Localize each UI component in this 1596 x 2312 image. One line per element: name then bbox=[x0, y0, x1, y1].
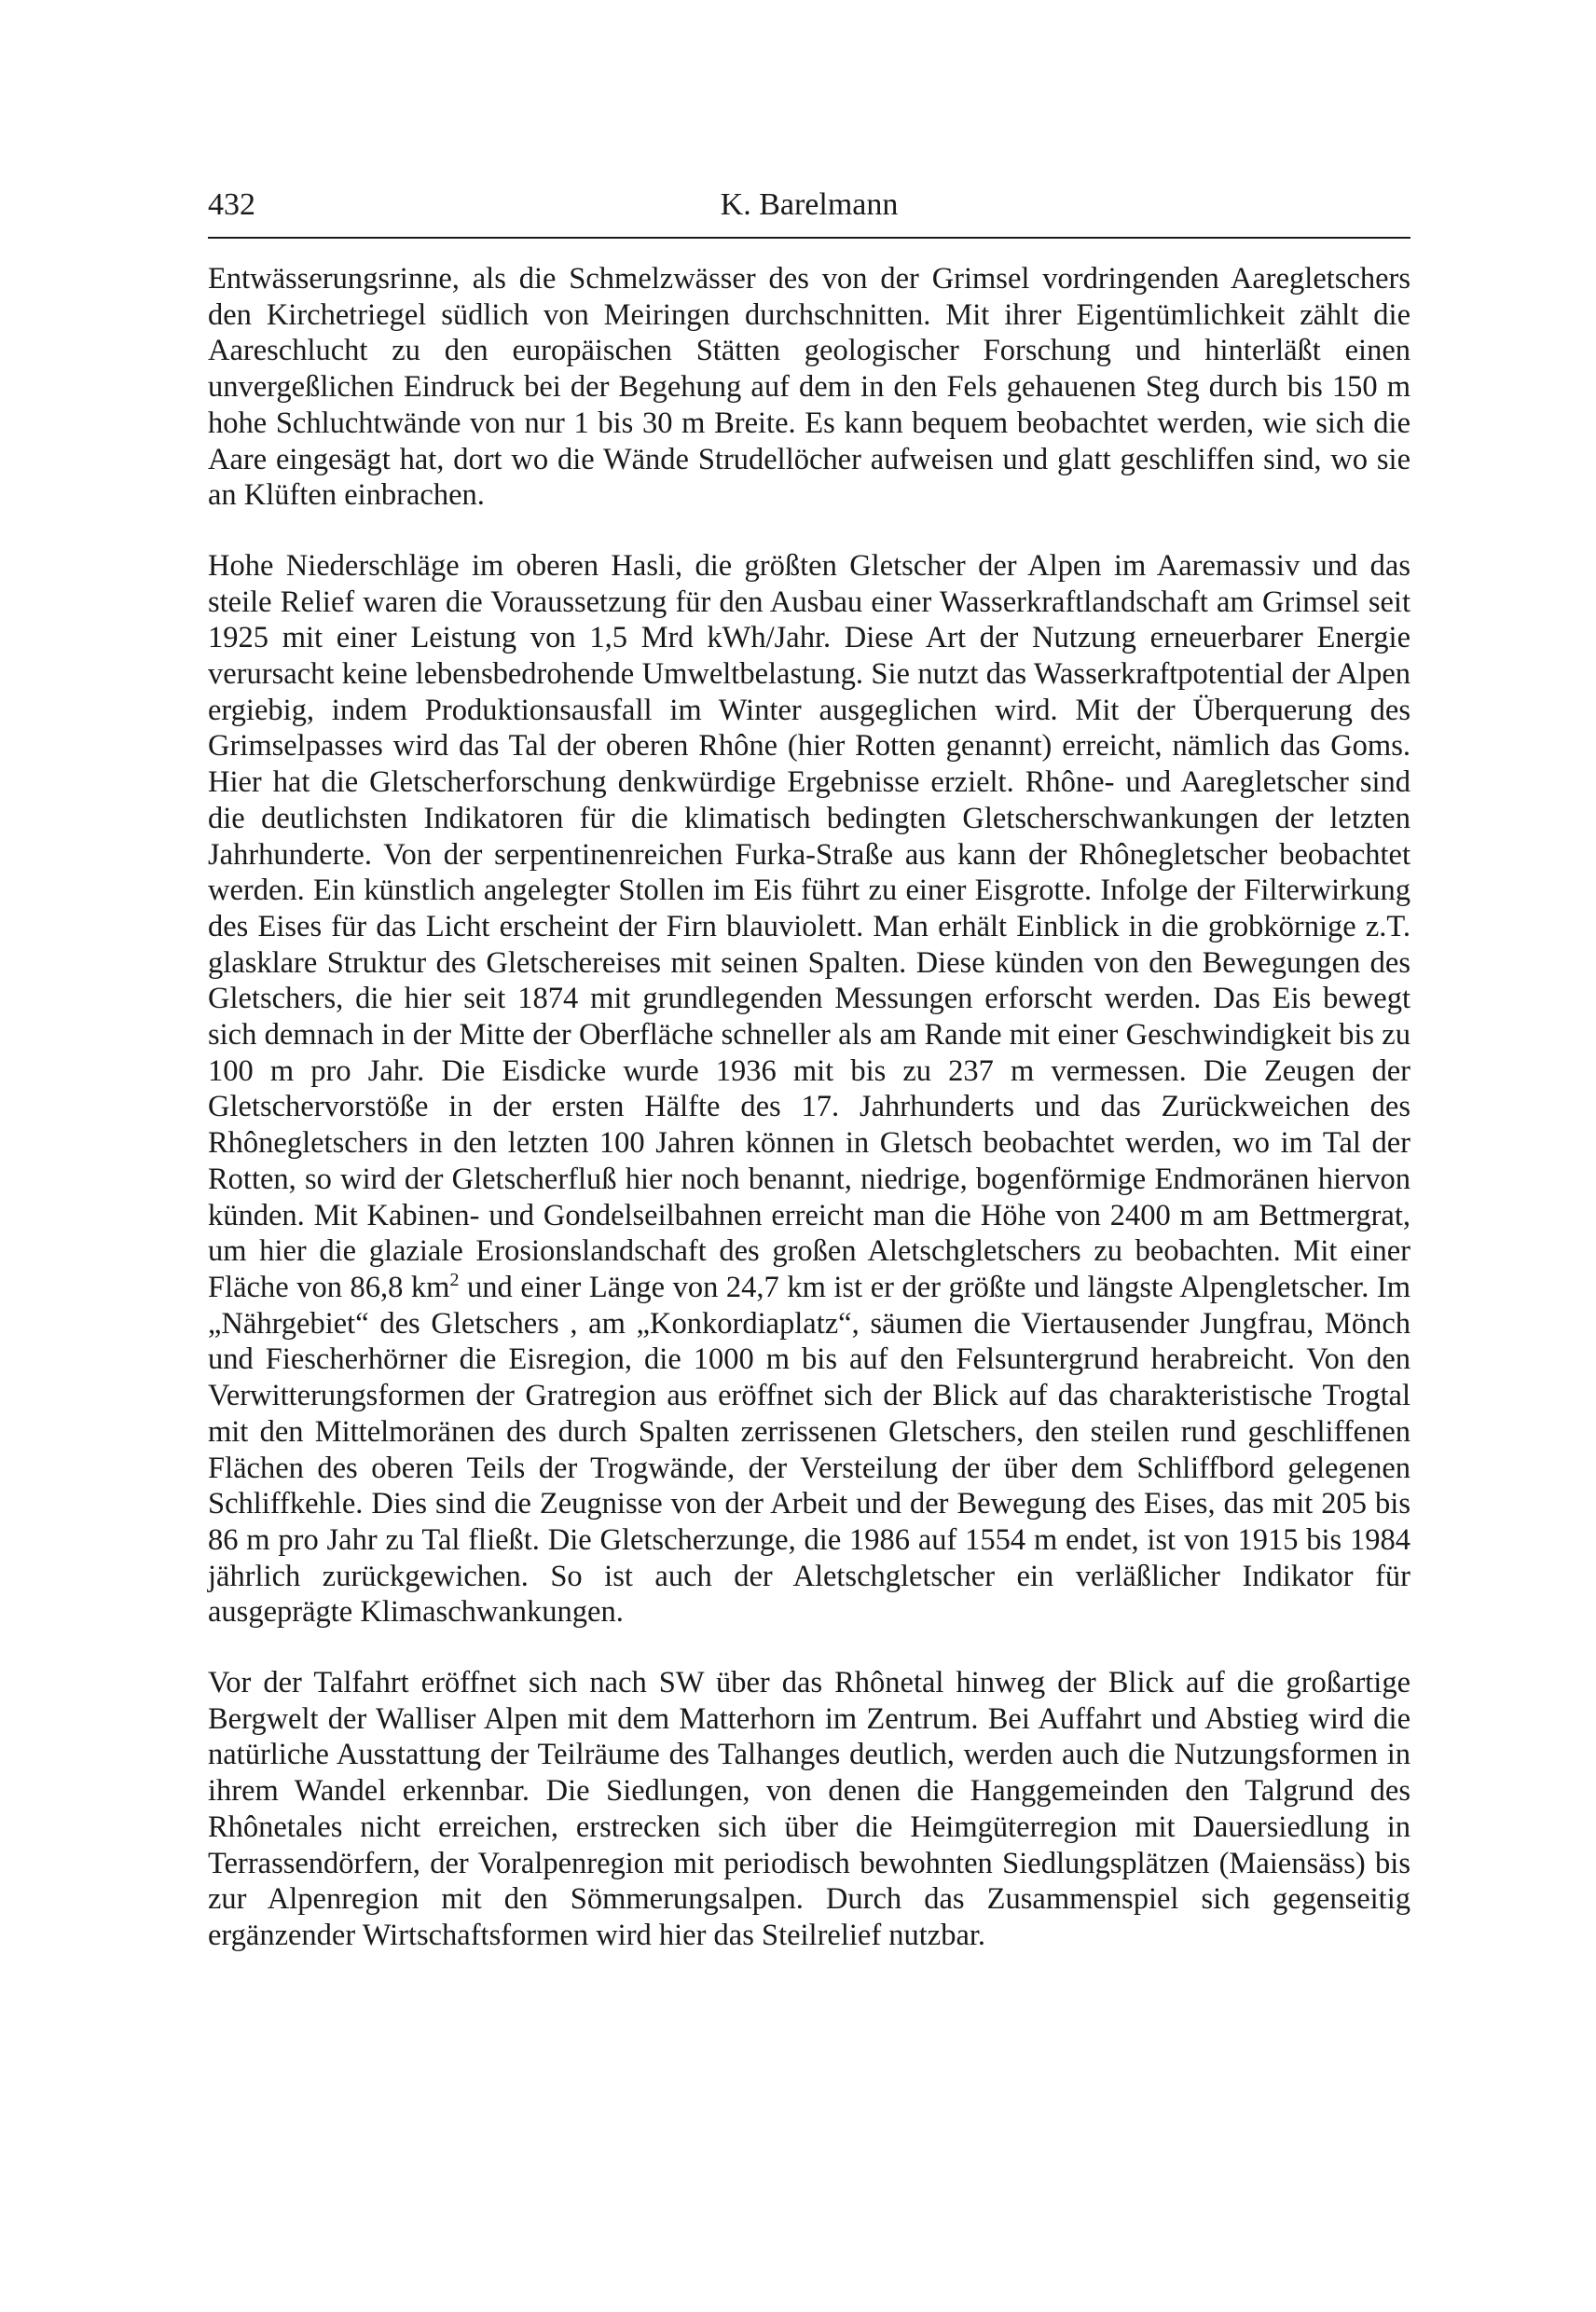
header-rule bbox=[208, 237, 1410, 239]
running-head bbox=[208, 183, 1410, 227]
paragraph-talfahrt: Vor der Talfahrt eröffnet sich nach SW über das Rhônetal hinweg der Blick auf die großartige Bergwelt der Walliser Alpen mit dem Matterhorn im Zentrum. Bei Auffahrt und Abstieg wird die natürliche Ausstattung der Teilräume des Talhanges deutlich, werden auch die Nutzungsformen in ihrem Wandel erkennbar. Die Siedlungen, von denen die Hanggemeinden den Talgrund des Rhônetales nicht erreichen, erstrecken sich über die Heimgüterregion mit Dauersiedlung in Terrassendörfern, der Voralpenregion mit periodisch bewohnten Siedlungsplätzen (Maiensäss) bis zur Alpenregion mit den Sömmerungsalpen. Durch das Zusammenspiel sich gegenseitig ergänzender Wirtschaftsformen wird hier das Steilrelief nutzbar. bbox=[208, 1666, 1410, 1952]
superscript-exponent: 2 bbox=[449, 1270, 460, 1291]
page-number: 432 bbox=[208, 187, 255, 222]
paragraph-grimsel-gletscher bbox=[208, 548, 1410, 1631]
page bbox=[208, 183, 1410, 1989]
running-title: K. Barelmann bbox=[720, 187, 899, 222]
paragraph-aareschlucht: Entwässerungsrinne, als die Schmelzwässer des von der Grimsel vordringenden Aaregletschers den Kirchetriegel südlich von Meiringen durchschnitten. Mit ihrer Eigentümlichkeit zählt die Aareschlucht zu den europäischen Stätten geologischer Forschung und hinterläßt einen unvergeßlichen Eindruck bei der Begehung auf dem in den Fels gehauenen Steg durch bis 150 m hohe Schluchtwände von nur 1 bis 30 m Breite. Es kann bequem beobachtet werden, wie sich die Aare eingesägt hat, dort wo die Wände Strudellöcher aufweisen und glatt geschliffen sind, wo sie an Klüften einbrachen. bbox=[208, 262, 1410, 513]
paragraph-text-part: und einer Länge von 24,7 km ist er der größte und längste Alpengletscher. Im „Nährgebiet“ des Gletschers , am „Konkordiaplatz“, säumen die Viertausender Jungfrau, Mönch und Fiescherhörner die Eisregion, die 1000 m bis auf den Felsuntergrund herabreicht. Von den Verwitterungsformen der Gratregion aus eröffnet sich der Blick auf das charakteristische Trogtal mit den Mittelmoränen des durch Spalten zerrissenen Gletschers, den steilen rund geschliffenen Flächen des oberen Teils der Trogwände, der Versteilung der über dem Schliffbord gelegenen Schliffkehle. Dies sind die Zeugnisse von der Arbeit und der Bewegung des Eises, das mit 205 bis 86 m pro Jahr zu Tal fließt. Die Gletscherzunge, die 1986 auf 1554 m endet, ist von 1915 bis 1984 jährlich zurückgewichen. So ist auch der Aletschgletscher ein verläßlicher Indikator für ausgeprägte Klimaschwankungen. bbox=[208, 1270, 1410, 1630]
paragraph-text-part: Hohe Niederschläge im oberen Hasli, die größten Gletscher der Alpen im Aaremassiv und das steile Relief waren die Voraussetzung für den Ausbau einer Wasserkraftlandschaft am Grimsel seit 1925 mit einer Leistung von 1,5 Mrd kWh/Jahr. Diese Art der Nutzung erneuerbarer Energie verursacht keine lebensbedrohende Umweltbelastung. Sie nutzt das Wasserkraftpotential der Alpen ergiebig, indem Produktionsausfall im Winter ausgeglichen wird. Mit der Überquerung des Grimselpasses wird das Tal der oberen Rhône (hier Rotten genannt) erreicht, nämlich das Goms. Hier hat die Gletscherforschung denkwürdige Ergebnisse erzielt. Rhône- und Aaregletscher sind die deutlichsten Indikatoren für die klimatisch bedingten Gletscherschwankungen der letzten Jahrhunderte. Von der serpentinenreichen Furka-Straße aus kann der Rhônegletscher beobachtet werden. Ein künstlich angelegter Stollen im Eis führt zu einer Eisgrotte. Infolge der Filterwirkung des Eises für das Licht erscheint der Firn blauviolett. Man erhält Einblick in die grobkörnige z.T. glasklare Struktur des Gletschereises mit seinen Spalten. Diese künden von den Bewegungen des Gletschers, die hier seit 1874 mit grundlegenden Messungen erforscht werden. Das Eis bewegt sich demnach in der Mitte der Oberfläche schneller als am Rande mit einer Geschwindigkeit bis zu 100 m pro Jahr. Die Eisdicke wurde 1936 mit bis zu 237 m vermessen. Die Zeugen der Gletschervorstöße in der ersten Hälfte des 17. Jahrhunderts und das Zurückweichen des Rhônegletschers in den letzten 100 Jahren können in Gletsch beobachtet werden, wo im Tal der Rotten, so wird der Gletscherfluß hier noch benannt, niedrige, bogenförmige Endmoränen hiervon künden. Mit Kabinen- und Gondelseilbahnen erreicht man die Höhe von 2400 m am Bettmergrat, um hier die glaziale Erosionslandschaft des großen Aletschgletschers zu beobachten. Mit einer Fläche von 86,8 km bbox=[208, 548, 1410, 1304]
